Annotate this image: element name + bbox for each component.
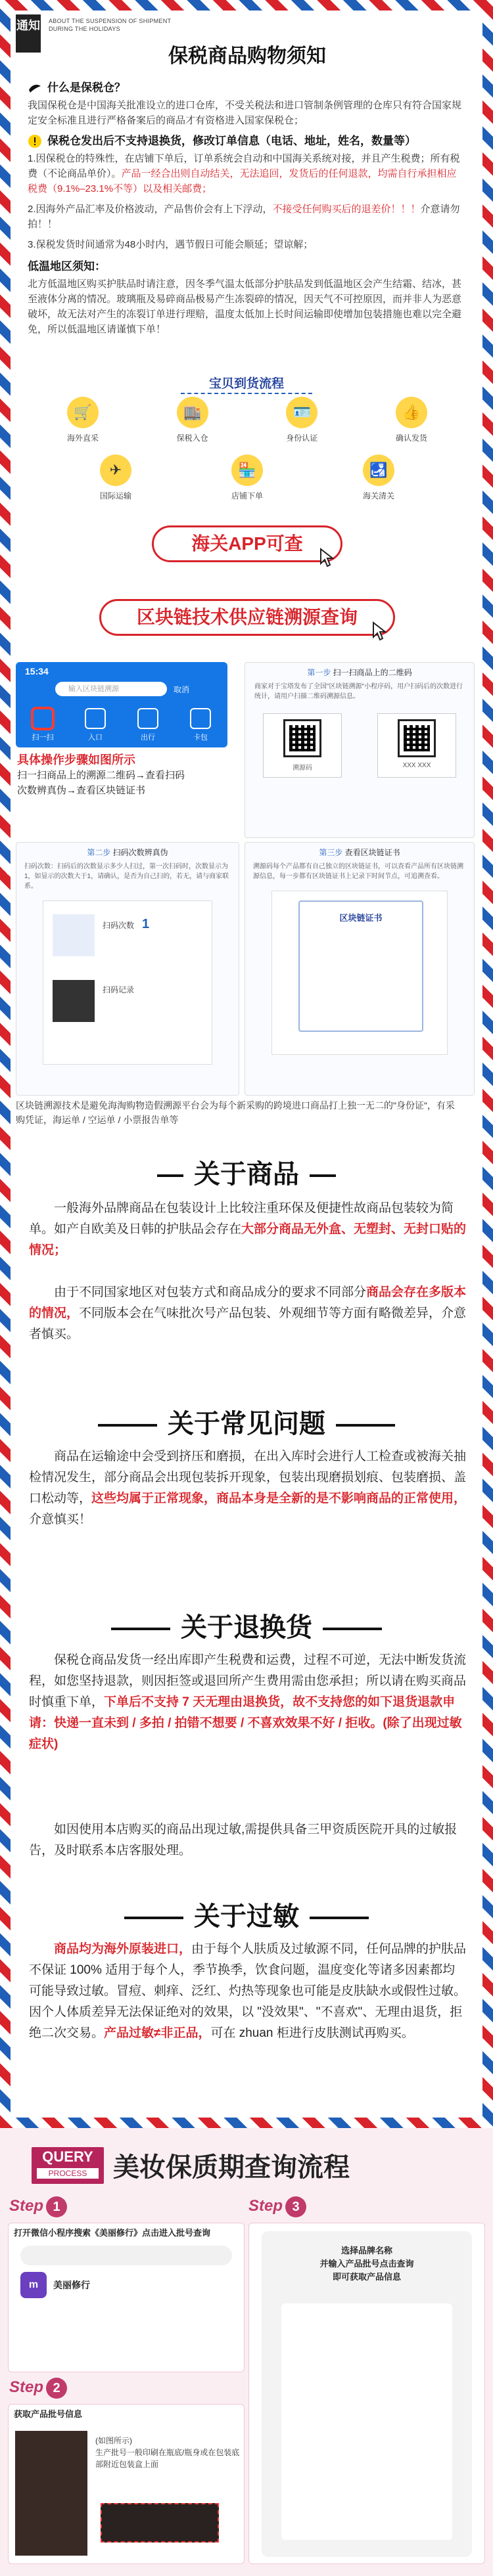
card-step-3-heading: [245, 847, 474, 858]
qr-code-icon: [283, 719, 321, 757]
return-item-2-tail: 介意请勿拍！！: [28, 204, 460, 230]
customs-app-pill: 海关APP可查: [152, 525, 342, 562]
flow-step-overseas: [50, 397, 116, 443]
section-title-text: 关于商品: [194, 1160, 299, 1189]
app-name: 美丽修行: [53, 2280, 90, 2290]
card-step-1-heading: [245, 667, 474, 678]
step-2-note-a: (如图所示): [95, 2436, 132, 2445]
tab-wallet[interactable]: [179, 708, 222, 742]
step-label-text: Step: [9, 2197, 44, 2215]
product-paragraph-2: [29, 1282, 467, 1345]
what-is-heading: [28, 80, 465, 95]
what-is-body: 我国保税仓是中国海关批准设立的进口仓库，不受关税法和进口管制条例管理的仓库只有符合国家规定安全标准且进行严格备案后的商品才有资格进入国家保税仓；: [28, 100, 462, 126]
customs-icon: 🛃: [363, 455, 394, 486]
notice-tag: 通知: [16, 14, 41, 53]
qr-code-icon: [398, 719, 436, 757]
warning-icon: [28, 134, 42, 148]
tab-entry[interactable]: [74, 708, 117, 742]
query-header: [32, 2146, 350, 2184]
tab-label: 扫一扫: [32, 734, 54, 742]
card-step-title: 查看区块链证书: [344, 848, 400, 857]
step-3-phone: [262, 2231, 472, 2557]
certificate-title: 区块链证书: [339, 913, 383, 923]
blockchain-note: 区块链溯源技术是避免海淘购物造假溯源平台会为每个新采购的跨境进口商品打上独一无二的"身份证"，有采购凭证，海运单 / 空运单 / 小票报告单等: [16, 1100, 455, 1125]
scan-icon: [32, 708, 53, 729]
product-paragraph-1: [29, 1198, 467, 1261]
section-title-text: 关于过敏: [194, 1902, 299, 1931]
cursor-icon: [319, 548, 337, 567]
title-dash: [98, 1424, 157, 1427]
entry-icon: [85, 708, 106, 729]
allergy-p1-red2: 产品过敏≠非正品，: [104, 2026, 211, 2040]
section-title-faq: [11, 1403, 482, 1440]
title-dash: [310, 1174, 336, 1177]
step-3-result-mock: [281, 2303, 452, 2540]
step-3-line-c: 即可获取产品信息: [332, 2272, 401, 2282]
title-dash: [310, 1917, 369, 1919]
phone-screenshot: [16, 662, 227, 747]
scan-count-value: 1: [142, 917, 150, 931]
allergy-paragraph: [29, 1939, 467, 2044]
product-p1-text: 一般海外品牌商品在包装设计上比较注重环保及便捷性故商品包装较为简单。如产自欧美及日韩的护肤品会存在: [29, 1201, 454, 1236]
return-item-2-red: 不接受任何购买后的退差价！！！: [272, 204, 421, 215]
query-badge: [32, 2147, 104, 2184]
card-step-1: [245, 662, 475, 838]
card-step-1-qrs: [245, 713, 474, 778]
faq-p1-tail: 介意慎买！: [29, 1513, 92, 1526]
brush-icon: [28, 81, 42, 95]
flow-step-label: 海关清关: [362, 491, 394, 500]
qr-card: [263, 713, 342, 778]
tab-label: 出行: [141, 734, 155, 742]
section-title-product: [11, 1153, 482, 1191]
scan-record-label: 扫码记录: [103, 985, 135, 994]
app-result: [20, 2272, 232, 2298]
title-dash: [124, 1917, 183, 1919]
phone-tabs: [21, 708, 222, 742]
header-subtitle-en: ABOUT THE SUSPENSION OF SHIPMENT DURING THE HOLIDAYS: [49, 18, 172, 32]
title-dash: [111, 1628, 170, 1630]
title-dash: [157, 1174, 183, 1177]
flow-step-label: 店铺下单: [231, 491, 263, 500]
what-is-heading-text: 什么是保税仓？: [47, 81, 126, 94]
blockchain-pill: 区块链技术供应链溯源查询: [99, 599, 395, 636]
scan-result-mock: [43, 900, 212, 1065]
product-image: [53, 914, 95, 956]
steps-text: [17, 753, 227, 798]
step-2-label: [9, 2378, 67, 2399]
return-item-1-red: 产品一经合出则自动结关，无法追回，发货后的任何退款，均需自行承担相应税费（9.1%–23.1%不等）以及相关邮费；: [28, 168, 457, 194]
return-paragraph-2: 如因使用本店购买的商品出现过敏,需提供具备三甲资质医院开具的过敏报告，及时联系本店客服处理。: [29, 1823, 458, 1857]
allergy-p1-red: 商品均为海外原装进口，: [54, 1942, 192, 1956]
card-step-num: 第三步: [319, 848, 343, 857]
bonded-warehouse-icon: 🏬: [177, 397, 208, 428]
return-item-2-text: 2.因海外产品汇率及价格波动，产品售价会有上下浮动，: [28, 204, 273, 215]
card-step-2: [16, 842, 239, 1096]
step-label-text: Step: [9, 2378, 44, 2396]
step-label-text: Step: [248, 2197, 283, 2215]
return-item-1: [28, 151, 465, 196]
low-temp-body: 北方低温地区购买护肤品时请注意，因冬季气温太低部分护肤品发到低温地区会产生结霜、结冰，甚至液体分离的情况。玻璃瓶及易碎商品极易产生冻裂碎的情况，因天气不可控原因，而并非人为恶意破坏，故无法对产生的冻裂订单进行理赔，温度太低加上长时间运输即使增加包装措施也难以完全避免，所以低温地区请谨慎下单！: [28, 278, 462, 335]
card-step-title: 扫码次数辨真伪: [112, 848, 168, 857]
return-paragraph-1: [29, 1650, 467, 1755]
batch-code-zoom: [101, 2503, 219, 2543]
query-title: 美妆保质期查询流程: [113, 2153, 350, 2182]
title-dash: [336, 1424, 395, 1427]
step-number: 2: [46, 2378, 67, 2399]
return-policy-heading-b: 修改订单信息: [193, 135, 260, 147]
product-p2-red: 商品会存在多版本的情况，: [29, 1285, 467, 1320]
page-title: 保税商品购物须知: [168, 45, 326, 67]
return-item-2: [28, 202, 465, 232]
tab-scan[interactable]: [21, 708, 64, 742]
product-photo: [53, 980, 95, 1022]
flow-step-order: [214, 455, 280, 501]
allergy-p1-tail: 可在 zhuan 柜进行皮肤测试再购买。: [210, 2026, 414, 2040]
step-2-card: [8, 2404, 245, 2564]
tab-label: 入口: [88, 734, 103, 742]
section-title-return: [11, 1607, 482, 1644]
query-badge-sub: PROCESS: [37, 2168, 99, 2179]
steps-title: 具体操作步骤如图所示: [17, 753, 135, 766]
app-logo-icon: m: [20, 2272, 47, 2298]
return-p1-red: 下单后不支持 7 天无理由退换货，故不支持您的如下退货退款申请：快递一直未到 / 多拍 / 拍错不想要 / 不喜欢效果不好 / 拒收。(除了出现过敏症状): [29, 1695, 462, 1751]
steps-line-2: 次数辨真伪→查看区块链证书: [17, 785, 146, 796]
card-step-2-heading: [16, 847, 239, 858]
step-3-card: [248, 2223, 485, 2564]
card-step-num: 第二步: [87, 848, 111, 857]
query-badge-main: QUERY: [42, 2148, 93, 2165]
product-p1-red: 大部分商品无外盒、无塑封、无封口贴的情况；: [29, 1222, 467, 1257]
return-policy-heading: [28, 133, 465, 148]
step-3-label: [248, 2196, 306, 2217]
cart-icon: 🛒: [67, 397, 99, 428]
section-title-allergy: [11, 1896, 482, 1933]
flow-step-ship: [379, 397, 444, 443]
airplane-icon: ✈: [100, 455, 131, 486]
return-policy-heading-a: 保税仓发出后不支持退换货，: [47, 135, 193, 147]
step-3-line-a: 选择品牌名称: [340, 2246, 392, 2255]
qr-caption: XXX XXX: [402, 762, 431, 769]
faq-paragraph: [29, 1446, 467, 1530]
certificate-mock: [271, 891, 448, 1055]
step-number: 1: [46, 2196, 67, 2217]
flow-title: 宝贝到货流程: [181, 374, 312, 394]
flow-step-id: [269, 397, 335, 443]
return-p1-text: 保税仓商品发货一经出库即产生税费和运费，过程不可逆，无法中断发货流程，如您坚持退款，则因拒签或退回所产生费用需由您承担；所以请在购买商品时慎重下单，: [29, 1653, 467, 1709]
thumbs-up-icon: 👍: [396, 397, 427, 428]
scan-count-label: 扫码次数: [103, 921, 135, 930]
mini-program-search: [20, 2246, 232, 2265]
section-title-text: 关于退换货: [181, 1613, 312, 1642]
step-3-line-b: 并输入产品批号点击查询: [319, 2259, 414, 2269]
step-1-label: [9, 2196, 67, 2217]
phone-cancel-button[interactable]: 取消: [174, 685, 190, 694]
return-item-1-text: 1.因保税仓的特殊性，在店铺下单后，订单系统会自动和中国海关系统对接，并且产生税费；所有税费（不论商品单价）。: [28, 153, 460, 179]
low-temp-heading: 低温地区须知：: [28, 260, 106, 273]
flow-step-label: 海外直采: [66, 433, 99, 443]
flow-step-intl: [83, 455, 149, 501]
allergy-p1-text: 由于每个人肤质及过敏源不同，任何品牌的护肤品不保证 100% 适用于每个人，季节换季，饮食问题，温度变化等诸多因素都均可能导致过敏。冒痘、刺痒、泛红、灼热等现象也可能是皮肤缺水或假性过敏。因个人体质差异无法保证绝对的效果，以 "没效果"、"不喜欢"、无理由退货，拒绝二次交易。: [29, 1942, 467, 2040]
flow-row-2: [83, 455, 411, 501]
product-bottle-photo: [15, 2431, 87, 2556]
title-dash: [323, 1628, 382, 1630]
product-p2-tail: 不同版本会在气味批次号产品包装、外观细节等方面有略微差异，介意者慎买。: [29, 1306, 467, 1341]
step-3-instruction: [281, 2244, 452, 2284]
id-card-icon: 🪪: [286, 397, 317, 428]
wallet-icon: [190, 708, 211, 729]
section-title-text: 关于常见问题: [168, 1410, 325, 1438]
flow-step-label: 国际运输: [99, 491, 131, 500]
flow-step-customs: [346, 455, 411, 501]
return-item-3: 3.保税发货时间通常为48小时内，遇节假日可能会顺延；望谅解；: [28, 239, 314, 250]
flow-row-1: [50, 397, 444, 443]
travel-icon: [137, 708, 158, 729]
step-2-text: 获取产品批号信息: [14, 2409, 83, 2419]
card-step-3: [245, 842, 475, 1096]
steps-line-1: 扫一扫商品上的溯源二维码→查看扫码: [17, 770, 185, 781]
cursor-icon: [372, 621, 389, 641]
flow-step-warehouse: [160, 397, 225, 443]
card-step-num: 第一步: [307, 668, 331, 677]
airmail-inner: [11, 11, 482, 2118]
faq-p1-red: 这些均属于正常现象，商品本身是全新的是不影响商品的正常使用，: [91, 1492, 467, 1505]
card-step-3-desc: 溯源码每个产品都有自己独立的区块链证书，可以查看产品所有区块链溯源信息，每一步都有区块链证书上记录下时间节点，可追溯查看。: [253, 863, 463, 880]
flow-step-label: 确认发货: [395, 433, 427, 443]
qr-caption: 溯源码: [293, 765, 312, 772]
faq-p1-text: 商品在运输途中会受到挤压和磨损，在出入库时会进行人工检查或被海关抽检情况发生，部分商品会出现包装拆开现象，包装出现磨损划痕、包装磨损、盖口松动等，: [29, 1450, 467, 1505]
card-step-2-desc: 扫码次数：扫码后的次数显示多少人扫过，第一次扫码时，次数显示为1，如显示的次数大于1，请确认，是否为自己扫的，若无，请与商家联系。: [24, 863, 229, 890]
qr-card: [377, 713, 456, 778]
return-policy-heading-c: （电话、地址，姓名，数量等）: [260, 135, 416, 147]
card-step-title: 扫一扫商品上的二维码: [333, 668, 412, 677]
step-2-notes: [95, 2435, 240, 2470]
flow-step-label: 保税入仓: [176, 433, 208, 443]
tab-travel[interactable]: [126, 708, 170, 742]
step-number: 3: [285, 2196, 306, 2217]
phone-search-input[interactable]: 输入区块链溯源: [55, 682, 167, 696]
step-1-card: [8, 2223, 245, 2372]
tab-label: 卡包: [193, 734, 208, 742]
card-step-1-desc: 商家对于宝塔发布了全国"区块链溯源"小程序码，用户扫码后的次数进行统计，请用户扫描二维码溯源信息。: [254, 683, 463, 700]
step-2-note-b: 生产批号一般印刷在瓶底/瓶身或在包装底部附近包装盒上面: [95, 2448, 240, 2469]
phone-time: 15:34: [25, 666, 49, 677]
store-icon: 🏪: [231, 455, 263, 486]
intro-section: [28, 80, 465, 342]
header: [11, 11, 482, 70]
step-1-text: 打开微信小程序搜索《美丽修行》点击进入批号查询: [14, 2228, 211, 2238]
flow-step-label: 身份认证: [286, 433, 318, 443]
product-p2-text: 由于不同国家地区对包装方式和商品成分的要求不同部分: [54, 1285, 367, 1299]
